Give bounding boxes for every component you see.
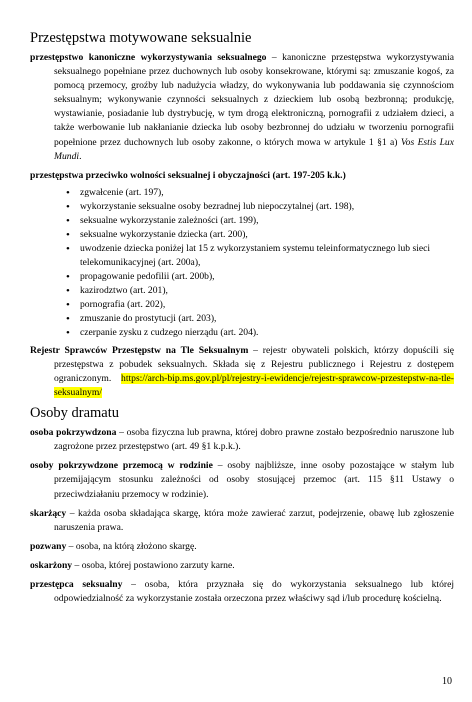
definition-canonical-crime bbox=[30, 51, 454, 164]
register-link[interactable]: https://arch-bip.ms.gov.pl/pl/rejestry-i-ewidencje/rejestr-sprawcow-przestepstw-na-tle-seksualnym/ bbox=[54, 372, 454, 399]
definition-domestic-violence-victims bbox=[30, 459, 454, 501]
document-page bbox=[30, 30, 454, 611]
list-item: • pornografia (art. 202), bbox=[80, 298, 454, 312]
definition-term: pozwany bbox=[30, 540, 67, 552]
list-item: • kazirodztwo (art. 201), bbox=[80, 284, 454, 298]
definition-term: przestępstwo kanoniczne wykorzystywania seksualnego bbox=[30, 52, 267, 63]
list-item: • czerpanie zysku z cudzego nierządu (art. 204). bbox=[80, 326, 454, 340]
list-item: • zmuszanie do prostytucji (art. 203), bbox=[80, 312, 454, 326]
definition-sex-offender bbox=[30, 578, 454, 606]
definition-term: osoba pokrzywdzona bbox=[30, 427, 117, 439]
definition-text: – osoba, na którą złożono skargę. bbox=[66, 540, 197, 552]
list-item: • seksualne wykorzystanie zależności (art. 199), bbox=[80, 214, 454, 228]
definition-end: . bbox=[79, 150, 82, 162]
page-number: 10 bbox=[442, 676, 452, 687]
list-item: • uwodzenie dziecka poniżej lat 15 z wykorzystaniem systemu teleinformatycznego lub sieci telekomunikacyjnej (art. 200a), bbox=[80, 242, 454, 270]
definition-term: skarżący bbox=[30, 507, 67, 519]
definition-respondent bbox=[30, 540, 454, 554]
definition-victim bbox=[30, 426, 454, 454]
definition-text: – rejestr obywateli polskich, którzy dopuścili się przestępstwa z pobudek seksualnych. Składa się z Rejestru publicznego i Rejestru z dostępem ograniczonym. bbox=[54, 344, 454, 384]
section-title-sexual-crimes: Przestępstwa motywowane seksualnie bbox=[30, 30, 252, 46]
definition-text: – każda osoba składająca skargę, która może zawierać zarzut, podejrzenie, obawę lub zgłoszenie naruszenia prawa. bbox=[54, 507, 454, 533]
definition-term: Rejestr Sprawców Przestępstw na Tle Seksualnym bbox=[30, 344, 249, 356]
list-item: • wykorzystanie seksualne osoby bezradnej lub niepoczytalnej (art. 198), bbox=[80, 200, 454, 214]
section-title-persons: Osoby dramatu bbox=[30, 405, 119, 422]
list-item: • zgwałcenie (art. 197), bbox=[80, 186, 454, 200]
definition-crimes-against-freedom: przestępstwa przeciwko wolności seksualnej i obyczajności (art. 197-205 k.k.) bbox=[30, 169, 346, 181]
definition-complainant bbox=[30, 507, 454, 535]
crime-list bbox=[30, 186, 454, 340]
definition-text: – osoba, która przyznała się do wykorzystania seksualnego lub której odpowiedzialność za wykorzystanie została orzeczona przez właściwy sąd i/lub procedurę kościelną. bbox=[54, 578, 455, 605]
definition-offender-register bbox=[30, 344, 454, 400]
definition-term: osoby pokrzywdzone przemocą w rodzinie bbox=[30, 460, 213, 472]
definition-source: Vos Estis Lux Mundi bbox=[54, 136, 454, 162]
definition-accused bbox=[30, 559, 454, 573]
list-item: • propagowanie pedofilii (art. 200b), bbox=[80, 270, 454, 284]
definition-term: oskarżony bbox=[30, 559, 73, 571]
definition-term: przestępca seksualny bbox=[30, 578, 123, 590]
definition-text: – osoba fizyczna lub prawna, której dobro prawne zostało bezpośrednio naruszone lub zagrożone przez przestępstwo (art. 49 §1 k.p.k.). bbox=[54, 427, 454, 453]
list-item: • seksualne wykorzystanie dziecka (art. 200), bbox=[80, 228, 454, 242]
definition-text: – kanoniczne przestępstwa wykorzystywania seksualnego popełniane przez duchownych lub osoby konsekrowane, którymi są: zmuszanie kogoś, za pomocą przemocy, groźby lub nadużycia władzy, do wykonywania lub poddawania się czynnościom seksualnym; wykonywanie czynności seksualnych z dzieckiem lub osobą bezbronną; produkcję, wystawianie, posiadanie lub dystrybucję, w tym drogą elektroniczną, pornografii z udziałem dzieci, a także werbowanie lub nakłanianie dziecka lub osoby bezbronnej do udziału w tworzeniu pornografii popełnione przez duchownych lub osoby zakonne, o których mowa w artykule 1 §1 a) bbox=[54, 52, 454, 148]
definition-text: – osoby najbliższe, inne osoby pozostające w stałym lub przemijającym stosunku zależności od osoby stosującej przemoc (art. 115 §11 Ustawy o przeciwdziałaniu przemocy w rodzinie). bbox=[54, 460, 455, 500]
definition-text: – osoba, której postawiono zarzuty karne. bbox=[72, 559, 235, 571]
